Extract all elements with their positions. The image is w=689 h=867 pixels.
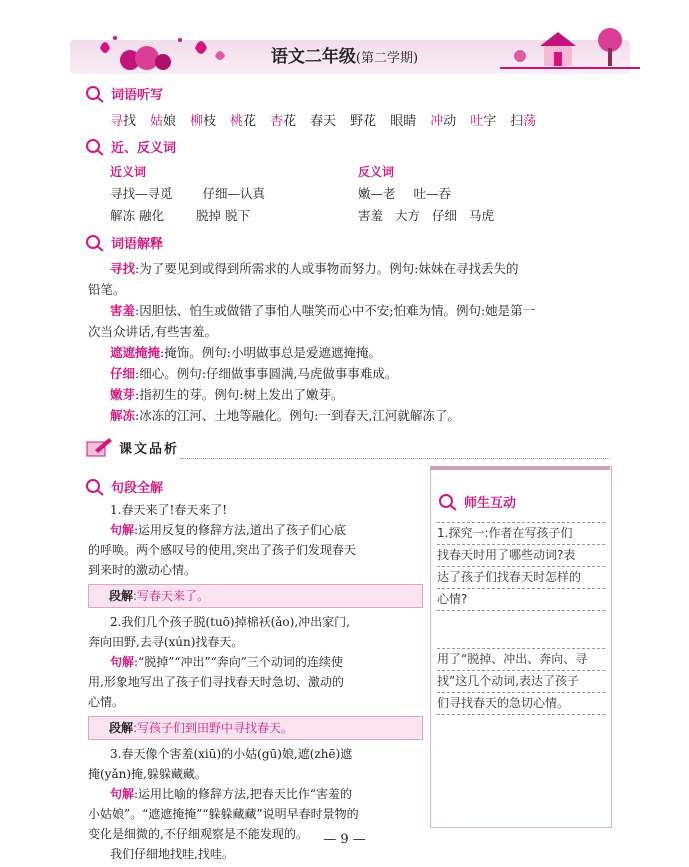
analysis-line: 的呼唤。两个感叹号的使用,突出了孩子们发现春天: [88, 543, 356, 557]
sentence-1: 1.春天来了!春天来了!: [110, 503, 228, 517]
vocab-item: 扫荡: [510, 114, 537, 129]
magnifier-icon: [85, 85, 107, 103]
pencil-book-icon: [85, 436, 113, 458]
synonyms-label: 近义词: [110, 165, 147, 179]
explanation-item: 遮遮掩掩:掩饰。例句:小明做事总是爱遮遮掩掩。: [110, 345, 381, 360]
sentence-3-cont: 掩(yǎn)掩,躲躲藏藏。: [88, 767, 207, 781]
answer-line: 们寻找春天的急切心情。: [437, 692, 605, 715]
vocab-list: [110, 110, 536, 129]
antonyms-row-1: 嫩—老 吐—吞: [358, 186, 452, 201]
explanation-cont: 次当众讲话,有些害羞。: [88, 324, 217, 339]
section-synonyms-antonyms: [85, 137, 176, 156]
vocab-item: 眼睛: [390, 114, 417, 129]
section-title: 词语解释: [111, 237, 164, 252]
question-line: 找春天时用了哪些动词?表: [437, 544, 605, 566]
vocab-item: 春天: [310, 114, 337, 129]
explanation-item: 害羞:因胆怯、怕生或做错了事怕人嗤笑而心中不安;怕难为情。例句:她是第一: [110, 303, 536, 318]
sentence-3: 3.春天像个害羞(xiū)的小姑(gū)娘,遮(zhē)遮: [110, 747, 353, 761]
vocab-item: 杏花: [270, 114, 297, 129]
magnifier-icon: [85, 138, 107, 156]
analysis-line: 用,形象地写出了孩子们寻找春天时急切、激动的: [88, 675, 344, 689]
magnifier-icon: [438, 493, 460, 511]
question-line: 1.探究一:作者在写孩子们: [437, 522, 605, 544]
explanation-item: 寻找:为了要见到或得到所需求的人或事物而努力。例句:妹妹在寻找丢失的: [110, 261, 519, 276]
explanation-list: [88, 258, 618, 426]
header-title-text: 语文二年级: [270, 47, 356, 67]
header-subtitle: (第二学期): [355, 51, 419, 66]
page-number: — 9 —: [323, 832, 366, 847]
interaction-question: [437, 522, 605, 611]
left-column: [88, 500, 423, 864]
divider: [180, 458, 610, 459]
vocab-item: 吐字: [470, 114, 497, 129]
banner-title: 课文品析: [119, 441, 180, 457]
antonyms-row-2: 害羞 大方 仔细 马虎: [358, 208, 495, 223]
answer-line: 用了“脱掉、冲出、奔向、寻: [437, 648, 605, 670]
question-line: 达了孩子们找春天时怎样的: [437, 566, 605, 588]
section-interaction: [438, 492, 516, 511]
antonyms-label: 反义词: [358, 165, 395, 179]
synonyms-row-1: 寻找—寻觅 仔细—认真: [110, 186, 266, 201]
sentence-analysis-2: 句解:“脱掉”“冲出”“奔向”三个动词的连续使: [110, 655, 343, 669]
vocab-item: 冲动: [430, 114, 457, 129]
vocab-item: 桃花: [230, 114, 257, 129]
sentence-analysis-1: 句解:运用反复的修辞方法,道出了孩子们心底: [110, 523, 346, 537]
analysis-line: 变化是细微的,不仔细观察是不能发现的。: [88, 827, 308, 841]
interaction-box-bar: [430, 466, 610, 470]
explanation-cont: 铅笔。: [88, 282, 126, 297]
magnifier-icon: [85, 234, 107, 252]
analysis-line: 小姑娘”。“遮遮掩掩”“躲躲藏藏”说明早春时景物的: [88, 807, 359, 821]
section-word-explanation: [85, 233, 163, 252]
paragraph-analysis-2: 段解:写孩子们到田野中寻找春天。: [88, 716, 423, 740]
interaction-answer: [437, 648, 605, 715]
section-title: 句段全解: [111, 481, 164, 496]
text-analysis-banner: [85, 436, 179, 458]
section-vocab-dictation: [85, 84, 163, 103]
analysis-line: 到来时的激动心情。: [88, 563, 197, 577]
section-title: 词语听写: [111, 88, 164, 103]
vocab-item: 柳枝: [190, 114, 217, 129]
synonyms-row-2: 解冻 融化 脱掉 脱下: [110, 208, 250, 223]
explanation-item: 解冻:冰冻的江河、土地等融化。例句:一到春天,江河就解冻了。: [110, 408, 460, 423]
section-title: 近、反义词: [111, 141, 177, 156]
analysis-line: 心情。: [88, 695, 125, 709]
vocab-item: 姑娘: [150, 114, 177, 129]
sentence-2: 2.我们几个孩子脱(tuō)掉棉袄(ǎo),冲出家门,: [110, 615, 350, 629]
vocab-item: 寻找: [110, 114, 137, 129]
vocab-item: 野花: [350, 114, 377, 129]
page-header-title: [0, 42, 689, 67]
section-paragraph-analysis: [85, 477, 163, 496]
answer-line: 找”这几个动词,表达了孩子: [437, 670, 605, 692]
paragraph-analysis-1: 段解:写春天来了。: [88, 584, 423, 608]
magnifier-icon: [85, 478, 107, 496]
question-line: 心情?: [437, 588, 605, 611]
section-title: 师生互动: [464, 496, 517, 511]
sentence-2-cont: 奔向田野,去寻(xún)找春天。: [88, 635, 244, 649]
explanation-item: 仔细:细心。例句:仔细做事事圆满,马虎做事事难成。: [110, 366, 398, 381]
sentence-analysis-3: 句解:运用比喻的修辞方法,把春天比作“害羞的: [110, 787, 353, 801]
sentence-4: 我们仔细地找哇,找哇。: [110, 847, 234, 861]
interaction-box: [430, 466, 612, 828]
explanation-item: 嫩芽:指初生的芽。例句:树上发出了嫩芽。: [110, 387, 344, 402]
